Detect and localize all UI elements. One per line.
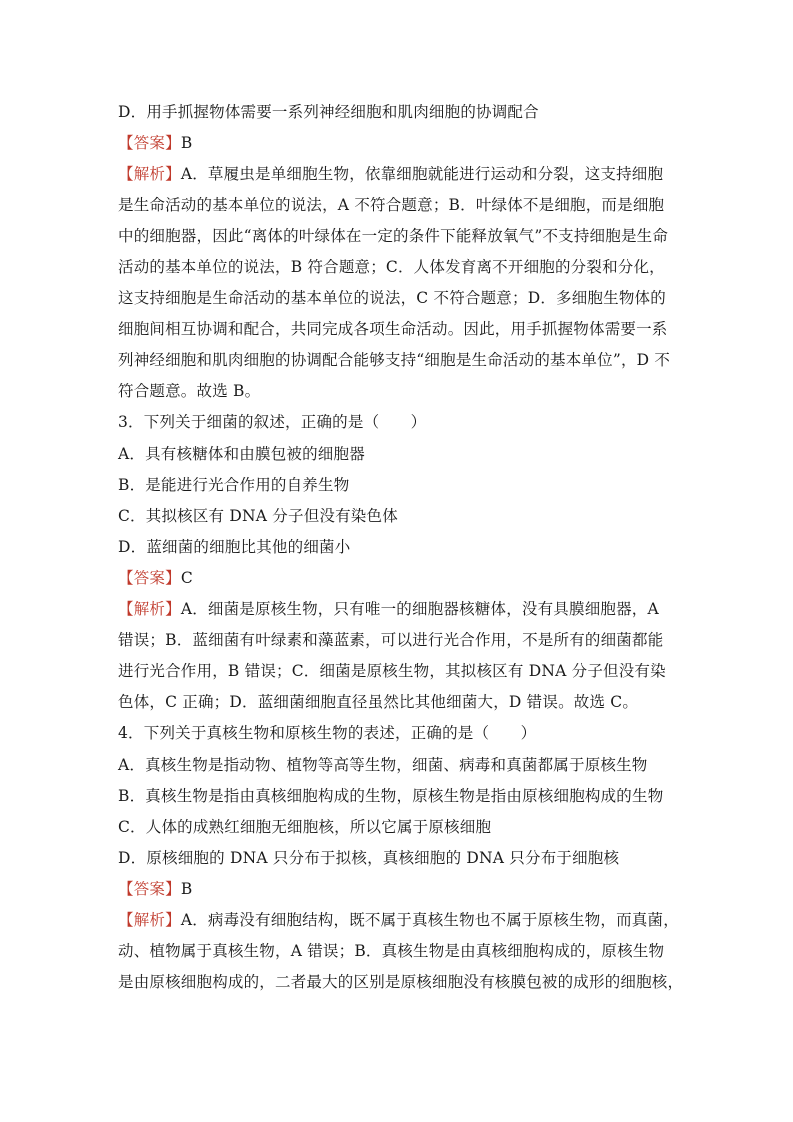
q3-analysis-line: 进行光合作用，B 错误；C．细菌是原核生物，其拟核区有 DNA 分子但没有染 xyxy=(118,662,666,680)
q4-stem: 4．下列关于真核生物和原核生物的表述，正确的是（ ） xyxy=(118,724,537,742)
answer-label: 【答案】 xyxy=(118,880,181,898)
q2-analysis-line: 细胞间相互协调和配合，共同完成各项生命活动。因此，用手抓握物体需要一系 xyxy=(118,320,668,338)
q2-analysis-line: 中的细胞器，因此“离体的叶绿体在一定的条件下能释放氧气”不支持细胞是生命 xyxy=(118,227,669,245)
q4-option-b: B．真核生物是指由真核细胞构成的生物，原核生物是指由原核细胞构成的生物 xyxy=(118,787,664,805)
q2-answer xyxy=(118,133,688,153)
q3-option-a: A．具有核糖体和由膜包被的细胞器 xyxy=(118,445,365,463)
q2-analysis-line: 是生命活动的基本单位的说法，A 不符合题意；B．叶绿体不是细胞，而是细胞 xyxy=(118,196,665,214)
analysis-text: A．细菌是原核生物，只有唯一的细胞器核糖体，没有具膜细胞器，A xyxy=(180,600,659,618)
q3-analysis-line: 色体，C 正确；D．蓝细菌细胞直径虽然比其他细菌大，D 错误。故选 C。 xyxy=(118,693,639,711)
q2-analysis-line: 符合题意。故选 B。 xyxy=(118,382,261,400)
answer-value: B xyxy=(180,880,193,898)
q3-option-b: B．是能进行光合作用的自养生物 xyxy=(118,476,350,494)
answer-label: 【答案】 xyxy=(118,134,181,152)
q2-analysis-line: 这支持细胞是生命活动的基本单位的说法，C 不符合题意；D．多细胞生物体的 xyxy=(118,289,666,307)
answer-label: 【答案】 xyxy=(118,569,181,587)
q3-answer xyxy=(118,568,688,588)
q3-option-d: D．蓝细菌的细胞比其他的细菌小 xyxy=(118,538,351,556)
analysis-label: 【解析】 xyxy=(118,600,181,618)
q2-analysis-line xyxy=(118,164,688,184)
q4-analysis-line: 动、植物属于真核生物，A 错误；B．真核生物是由真核细胞构成的，原核生物 xyxy=(118,942,665,960)
analysis-label: 【解析】 xyxy=(118,165,181,183)
analysis-text: A．草履虫是单细胞生物，依靠细胞就能进行运动和分裂，这支持细胞 xyxy=(180,165,664,183)
q3-stem: 3．下列关于细菌的叙述，正确的是（ ） xyxy=(118,413,427,431)
q4-option-c: C．人体的成熟红细胞无细胞核，所以它属于原核细胞 xyxy=(118,818,492,836)
answer-value: C xyxy=(180,569,193,587)
q4-option-d: D．原核细胞的 DNA 只分布于拟核，真核细胞的 DNA 只分布于细胞核 xyxy=(118,849,620,867)
q3-option-c: C．其拟核区有 DNA 分子但没有染色体 xyxy=(118,507,398,525)
q2-analysis-line: 列神经细胞和肌肉细胞的协调配合能够支持“细胞是生命活动的基本单位”，D 不 xyxy=(118,351,671,369)
analysis-label: 【解析】 xyxy=(118,911,181,929)
q4-answer xyxy=(118,879,688,899)
analysis-text: A．病毒没有细胞结构，既不属于真核生物也不属于原核生物，而真菌， xyxy=(180,911,679,929)
answer-value: B xyxy=(180,134,193,152)
q2-analysis-line: 活动的基本单位的说法，B 符合题意；C．人体发育离不开细胞的分裂和分化， xyxy=(118,258,665,276)
q4-analysis-line: 是由原核细胞构成的，二者最大的区别是原核细胞没有核膜包被的成形的细胞核， xyxy=(118,973,684,991)
q3-analysis-line xyxy=(118,599,688,619)
q4-option-a: A．真核生物是指动物、植物等高等生物，细菌、病毒和真菌都属于原核生物 xyxy=(118,756,648,774)
q2-option-d: D．用手抓握物体需要一系列神经细胞和肌肉细胞的协调配合 xyxy=(118,103,539,121)
q4-analysis-line xyxy=(118,910,688,930)
q3-analysis-line: 错误；B．蓝细菌有叶绿素和藻蓝素，可以进行光合作用，不是所有的细菌都能 xyxy=(118,631,664,649)
